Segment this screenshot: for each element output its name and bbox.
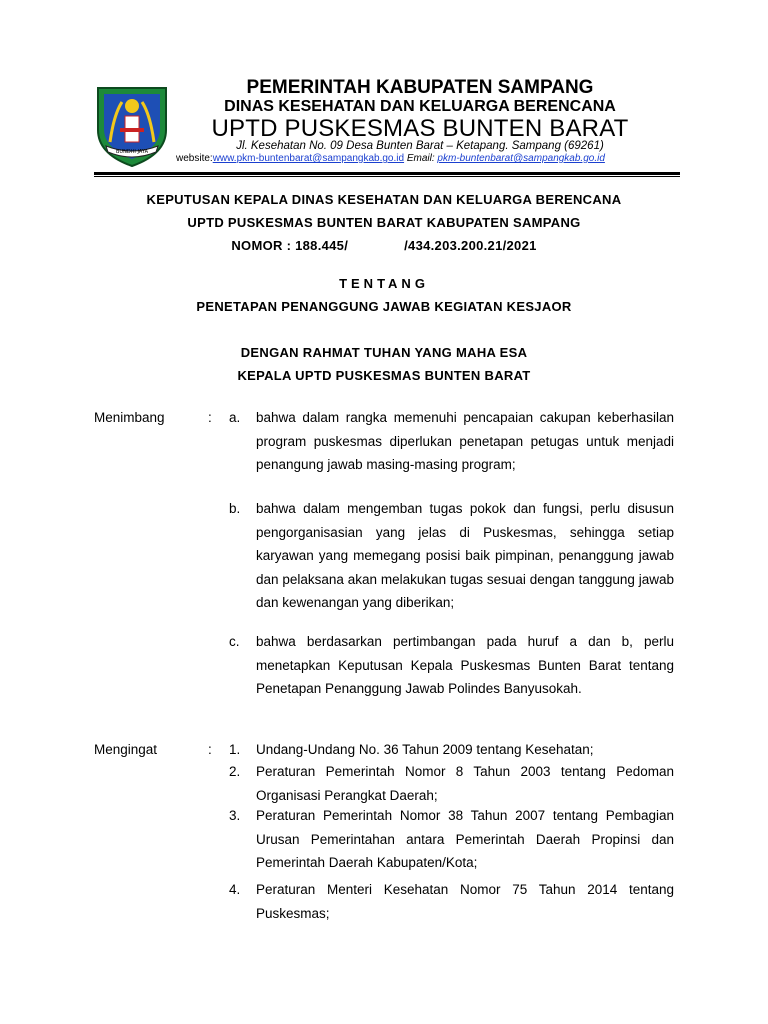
menimbang-item-b: bahwa dalam mengemban tugas pokok dan fungsi, perlu disusun pengorganisasian yang jelas di Puskesmas, sehingga setiap karyawan yang memegang posisi baik pimpinan, penanggung jawab dan pelaksana akan melakukan tugas sesuai dengan tanggung jawab dan kewenangan yang diberikan; <box>256 501 674 610</box>
website-link[interactable]: www.pkm-buntenbarat@sampangkab.go.id <box>212 153 405 164</box>
menimbang-colon: : <box>208 410 212 425</box>
mengingat-label: Mengingat <box>94 742 158 757</box>
mengingat-mark-3: 3. <box>229 808 241 823</box>
mengingat-item-1: Undang-Undang No. 36 Tahun 2009 tentang Kesehatan; <box>256 742 594 757</box>
decree-number <box>80 238 688 253</box>
mengingat-item-3: Peraturan Pemerintah Nomor 38 Tahun 2007 tentang Pembagian Urusan Pemerintahan antara Pemerintah Daerah Propinsi dan Pemerintah Daerah Kabupaten/Kota; <box>256 808 674 870</box>
department-name: DINAS KESEHATAN DAN KELUARGA BERENCANA <box>224 98 616 115</box>
logo-motto-text: BUNDHI JAYA <box>115 149 149 155</box>
email-label: Email: <box>406 153 435 164</box>
mengingat-item-2: Peraturan Pemerintah Nomor 8 Tahun 2003 tentang Pedoman Organisasi Perangkat Daerah; <box>256 764 674 803</box>
letterhead-rule-thick <box>94 172 680 175</box>
tentang-heading: TENTANG <box>339 276 429 291</box>
menimbang-item-a: bahwa dalam rangka memenuhi pencapaian cakupan keberhasilan program puskesmas diperlukan penetapan petugas untuk menjadi penangung jawab masing-masing program; <box>256 410 674 472</box>
email-link[interactable]: pkm-buntenbarat@sampangkab.go.id <box>437 153 605 164</box>
decree-title-line-2: UPTD PUSKESMAS BUNTEN BARAT KABUPATEN SAMPANG <box>187 215 581 230</box>
contact-line <box>176 153 605 164</box>
menimbang-label: Menimbang <box>94 410 165 425</box>
decree-number-suffix: /434.203.200.21/2021 <box>404 238 537 253</box>
menimbang-item-c: bahwa berdasarkan pertimbangan pada huruf a dan b, perlu menetapkan Keputusan Kepala Puskesmas Bunten Barat tentang Penetapan Penanggung Jawab Polindes Banyusokah. <box>256 634 674 696</box>
mengingat-colon: : <box>208 742 212 757</box>
letterhead-rule-thin <box>94 176 680 177</box>
decree-subject: PENETAPAN PENANGGUNG JAWAB KEGIATAN KESJAOR <box>196 299 572 314</box>
decree-title-line-1: KEPUTUSAN KEPALA DINAS KESEHATAN DAN KELUARGA BERENCANA <box>146 192 622 207</box>
menimbang-mark-c: c. <box>229 634 240 649</box>
address-line: Jl. Kesehatan No. 09 Desa Bunten Barat – Ketapang. Sampang (69261) <box>236 140 604 152</box>
menimbang-mark-a: a. <box>229 410 241 425</box>
menimbang-mark-b: b. <box>229 501 241 516</box>
mengingat-mark-1: 1. <box>229 742 241 757</box>
mengingat-mark-2: 2. <box>229 764 241 779</box>
decree-number-prefix: NOMOR : 188.445/ <box>231 238 349 253</box>
kepala-line: KEPALA UPTD PUSKESMAS BUNTEN BARAT <box>237 368 531 383</box>
website-label: website: <box>176 153 213 164</box>
mengingat-item-4: Peraturan Menteri Kesehatan Nomor 75 Tahun 2014 tentang Puskesmas; <box>256 882 674 921</box>
mengingat-mark-4: 4. <box>229 882 241 897</box>
health-center-name: UPTD PUSKESMAS BUNTEN BARAT <box>211 115 629 142</box>
rahmat-line: DENGAN RAHMAT TUHAN YANG MAHA ESA <box>240 345 528 360</box>
government-name: PEMERINTAH KABUPATEN SAMPANG <box>246 77 594 98</box>
